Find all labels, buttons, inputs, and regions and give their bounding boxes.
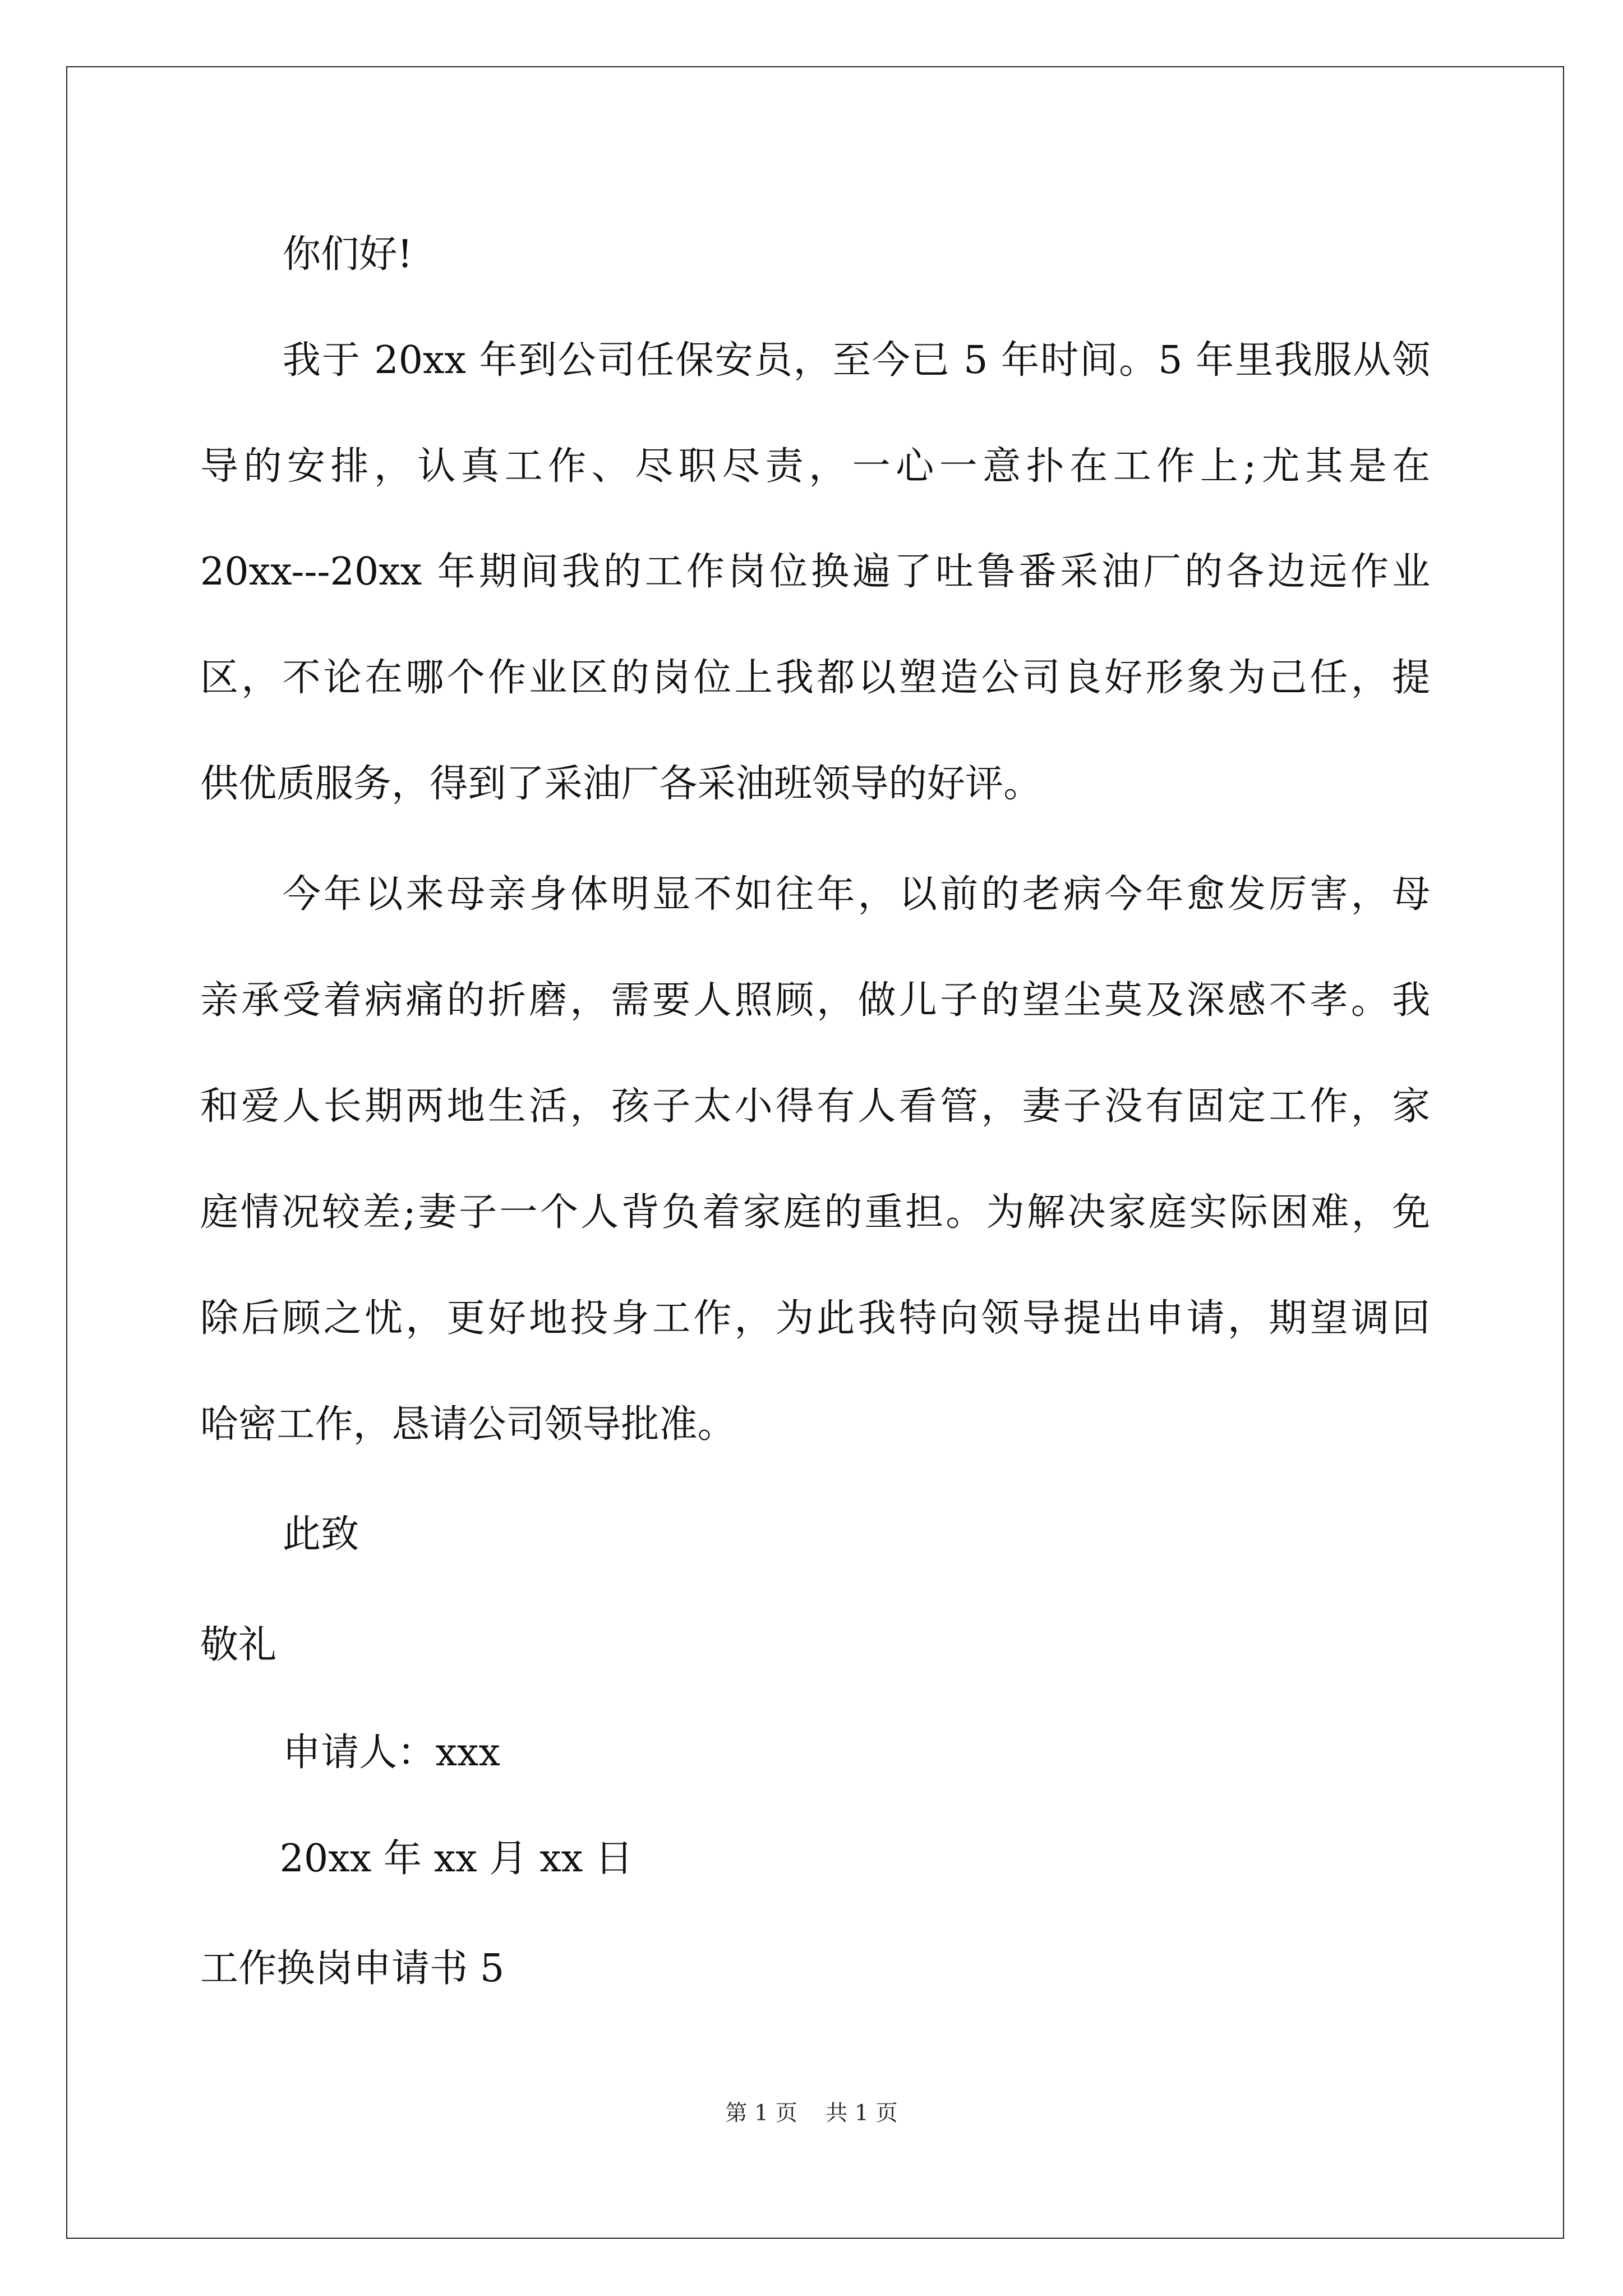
page-number-footer: 第 1 页 共 1 页 (725, 2100, 898, 2127)
paragraph-2-line-1: 今年以来母亲身体明显不如往年，以前的老病今年愈发厉害，母 (282, 872, 1431, 917)
paragraph-1-line-5: 供优质服务，得到了采油厂各采油班领导的好评。 (200, 762, 1042, 807)
greeting: 你们好! (282, 232, 413, 277)
next-section-title: 工作换岗申请书 5 (200, 1947, 505, 1991)
signature-date: 20xx 年 xx 月 xx 日 (279, 1836, 634, 1881)
paragraph-1-line-2: 导的安排，认真工作、尽职尽责，一心一意扑在工作上;尤其是在 (200, 444, 1431, 489)
closing-salutation: 此致 (282, 1512, 359, 1557)
paragraph-1-line-4: 区，不论在哪个作业区的岗位上我都以塑造公司良好形象为己任，提 (200, 656, 1431, 701)
paragraph-2-line-5: 除后顾之忧，更好地投身工作，为此我特向领导提出申请，期望调回 (200, 1296, 1431, 1341)
paragraph-2-line-4: 庭情况较差;妻子一个人背负着家庭的重担。为解决家庭实际困难，免 (200, 1190, 1431, 1235)
paragraph-2-line-3: 和爱人长期两地生活，孩子太小得有人看管，妻子没有固定工作，家 (200, 1084, 1431, 1129)
page-border (66, 66, 1564, 2239)
closing-regards: 敬礼 (200, 1623, 277, 1668)
applicant-signature: 申请人：xxx (282, 1730, 500, 1775)
paragraph-1-line-1: 我于 20xx 年到公司任保安员，至今已 5 年时间。5 年里我服从领 (282, 338, 1431, 383)
paragraph-2-line-6: 哈密工作，恳请公司领导批准。 (200, 1402, 736, 1447)
paragraph-1-line-3: 20xx---20xx 年期间我的工作岗位换遍了吐鲁番采油厂的各边远作业 (200, 550, 1431, 595)
paragraph-2-line-2: 亲承受着病痛的折磨，需要人照顾，做儿子的望尘莫及深感不孝。我 (200, 978, 1431, 1023)
